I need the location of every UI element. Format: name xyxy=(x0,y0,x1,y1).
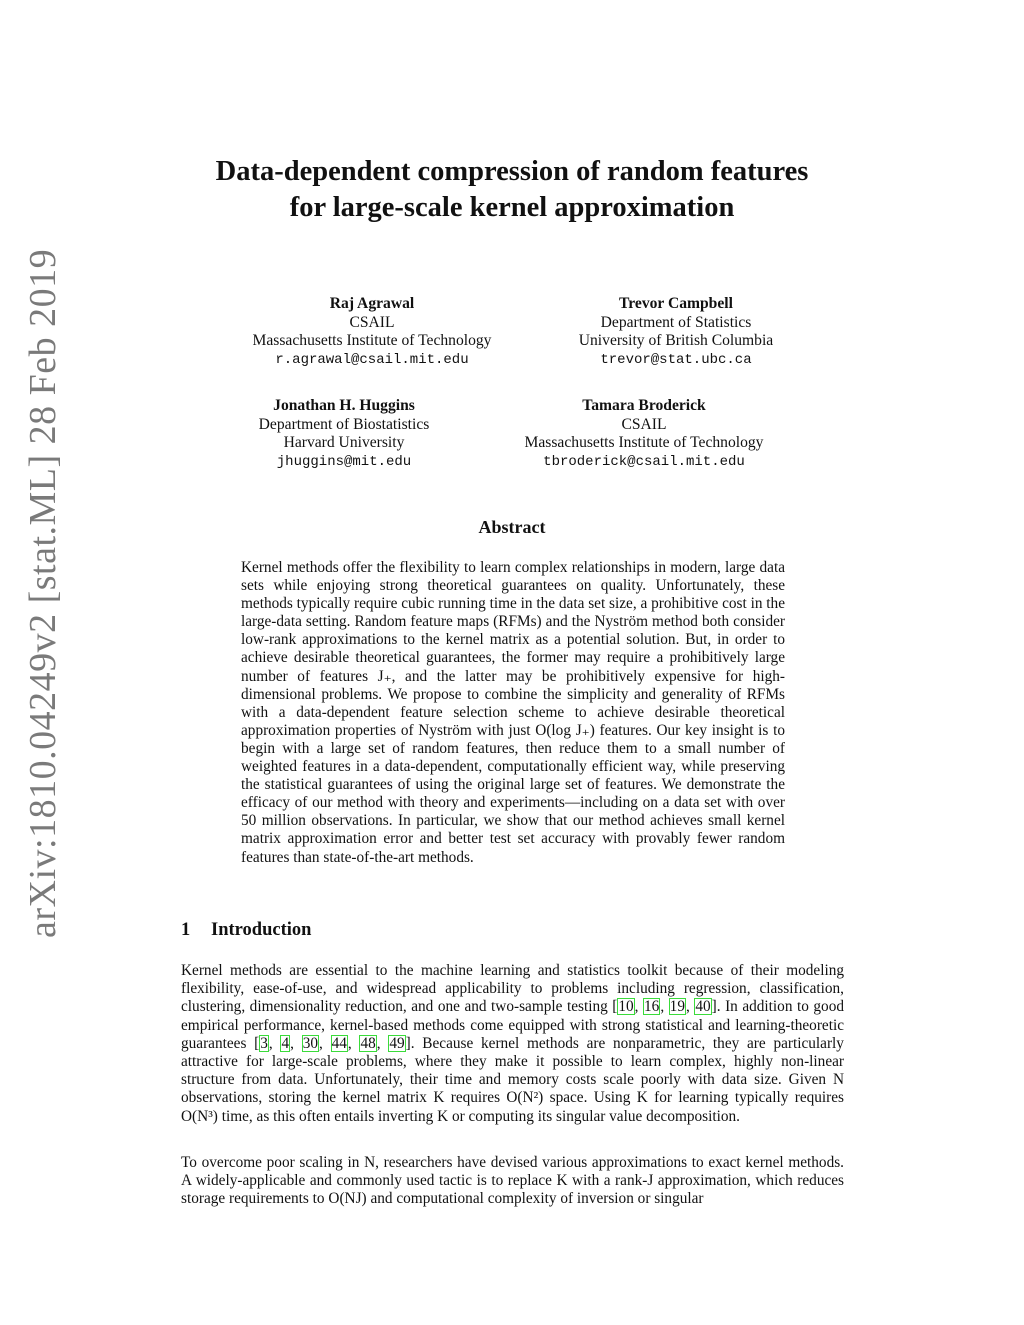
author-block-1 xyxy=(202,295,542,369)
author-name: Jonathan H. Huggins xyxy=(273,397,415,414)
citation-link[interactable]: 10 xyxy=(618,998,634,1016)
author-name: Trevor Campbell xyxy=(619,295,733,312)
author-name: Tamara Broderick xyxy=(582,397,706,414)
abstract-heading: Abstract xyxy=(478,517,546,537)
paragraph-text: ]. In addition to good empirical performance, kernel-based methods come equipped with strong statistical and learning-theoretic guarantees [ xyxy=(181,998,845,1052)
paragraph-text: Kernel methods are essential to the machine learning and statistics toolkit because of their modeling flexibility, ease-of-use, and widespread applicability to problems including regression, classification, clustering, dimensionality reduction, and one and two-sample testing [ xyxy=(181,962,844,1016)
citation-link[interactable]: 16 xyxy=(644,998,660,1016)
citation-link[interactable]: 48 xyxy=(360,1034,376,1052)
author-email[interactable]: r.agrawal@csail.mit.edu xyxy=(275,351,469,368)
paper-title xyxy=(0,154,1024,226)
section-number: 1 xyxy=(181,920,191,940)
author-affiliation: Department of Statistics xyxy=(600,313,752,331)
author-block-4 xyxy=(474,397,814,471)
author-affiliation: CSAIL xyxy=(621,415,667,433)
section-title: Introduction xyxy=(211,920,312,940)
citation-link[interactable]: 49 xyxy=(389,1034,405,1052)
author-name: Raj Agrawal xyxy=(329,295,415,312)
citation-link[interactable]: 30 xyxy=(302,1034,319,1052)
paragraph-text: ]. Because kernel methods are nonparametric, they are particularly attractive for large-scale problems, where they make it possible to learn complex, highly non-linear structure from data. Unfortunately, their time and memory costs scale poorly with data size. Given N observations, storing the kernel matrix K requires O(N²) space. Using K for learning typically requires O(N³) time, as this often entails inverting K or computing its singular value decomposition. xyxy=(181,1034,844,1125)
author-block-2 xyxy=(506,295,846,369)
author-email[interactable]: tbroderick@csail.mit.edu xyxy=(543,453,745,470)
author-affiliation: CSAIL xyxy=(349,313,395,331)
citation-link[interactable]: 40 xyxy=(695,998,711,1016)
intro-paragraph-2: To overcome poor scaling in N, researchers have devised various approximations to exact kernel methods. A widely-applicable and commonly used tactic is to replace K with a rank-J approximation, which reduces storage requirements to O(NJ) and computational complexity of inversion or singular xyxy=(181,1154,844,1208)
citation-link[interactable]: 4 xyxy=(281,1034,290,1052)
intro-paragraph-1: Kernel methods are essential to the machine learning and statistics toolkit because of their modeling flexibility, ease-of-use, and widespread applicability to problems including regression, classification, clustering, dimensionality reduction, and one and two-sample testing [10, 16, 19, 40]. In addition to good empirical performance, kernel-based methods come equipped with strong statistical and learning-theoretic guarantees [3, 4, 30, 44, 48, 49]. Because kernel methods are nonparametric, they are particularly attractive for large-scale problems, where they make it possible to learn complex, highly non-linear structure from data. Unfortunately, their time and memory costs scale poorly with data size. Given N observations, storing the kernel matrix K requires O(N²) space. Using K for learning typically requires O(N³) time, as this often entails inverting K or computing its singular value decomposition. xyxy=(181,962,845,1125)
author-email[interactable]: jhuggins@mit.edu xyxy=(276,453,412,470)
author-institution: Massachusetts Institute of Technology xyxy=(252,332,492,349)
author-block-3 xyxy=(174,397,514,471)
author-institution: Massachusetts Institute of Technology xyxy=(524,434,764,451)
citation-link[interactable]: 3 xyxy=(260,1034,268,1052)
title-line-2: for large-scale kernel approximation xyxy=(289,192,735,223)
author-institution: Harvard University xyxy=(283,434,405,451)
citation-link[interactable]: 19 xyxy=(669,998,685,1016)
title-line-1: Data-dependent compression of random features xyxy=(215,156,809,187)
abstract-body: Kernel methods offer the flexibility to learn complex relationships in modern, large data sets while enjoying strong theoretical guarantees on quality. Unfortunately, these methods typically require cubic running time in the data set size, a prohibitive cost in the large-data setting. Random feature maps (RFMs) and the Nyström method both consider low-rank approximations to the kernel matrix as a potential solution. But, in order to achieve desirable theoretical guarantees, the former may require a prohibitively large number of features J₊, and the latter may be prohibitively expensive for high-dimensional problems. We propose to combine the simplicity and generality of RFMs with a data-dependent feature selection scheme to achieve desirable theoretical approximation properties of Nyström with just O(log J₊) features. Our key insight is to begin with a large set of random features, then reduce them to a small number of weighted features in a data-dependent, computationally efficient way, while preserving the statistical guarantees of using the original large set of features. We demonstrate the efficacy of our method with theory and experiments—including on a data set with over 50 million observations. In particular, we show that our method achieves small kernel matrix approximation error and better test set accuracy with provably fewer random features than state-of-the-art methods. xyxy=(241,559,785,866)
author-institution: University of British Columbia xyxy=(578,332,774,349)
author-email[interactable]: trevor@stat.ubc.ca xyxy=(600,351,752,368)
arxiv-identifier-stamp: arXiv:1810.04249v2 [stat.ML] 28 Feb 2019 xyxy=(22,248,64,938)
section-heading-introduction xyxy=(181,920,311,941)
citation-link[interactable]: 44 xyxy=(331,1034,347,1052)
author-affiliation: Department of Biostatistics xyxy=(258,415,430,433)
